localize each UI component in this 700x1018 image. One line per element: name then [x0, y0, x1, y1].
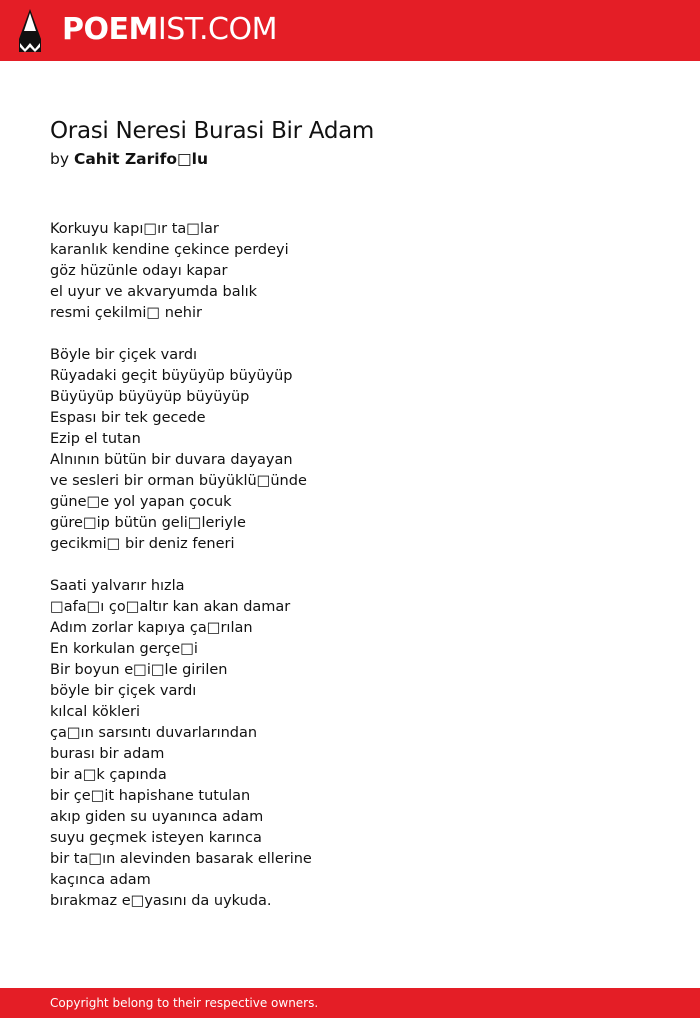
poem-stanza — [50, 219, 650, 324]
poem-line: göz hüzünle odayı kapar — [50, 263, 228, 279]
poem-line: Büyüyüp büyüyüp büyüyüp — [50, 389, 250, 405]
poem-line: bir a□k çapında — [50, 767, 167, 783]
copyright-text: Copyright belong to their respective owners. — [50, 996, 319, 1010]
poem-line: Rüyadaki geçit büyüyüp büyüyüp — [50, 368, 293, 384]
poem-line: Ezip el tutan — [50, 431, 141, 447]
logo-text-bold: POEM — [62, 12, 158, 47]
poem-stanza — [50, 345, 650, 555]
poem-line: En korkulan gerçe□i — [50, 641, 198, 657]
poem-line: bir ta□ın alevinden basarak ellerine — [50, 851, 312, 867]
poem-line: akıp giden su uyanınca adam — [50, 809, 264, 825]
poem-line: böyle bir çiçek vardı — [50, 683, 197, 699]
site-footer — [0, 988, 700, 1018]
poem-line: güre□ip bütün geli□leriyle — [50, 515, 246, 531]
poem-title: Orasi Neresi Burasi Bir Adam — [50, 118, 375, 144]
poem-body — [50, 219, 650, 933]
poem-line: karanlık kendine çekince perdeyi — [50, 242, 289, 258]
poem-line: Alnının bütün bir duvara dayayan — [50, 452, 293, 468]
poem-line: gecikmi□ bir deniz feneri — [50, 536, 235, 552]
poem-line: bırakmaz e□yasını da uykuda. — [50, 893, 272, 909]
poem-line: kaçınca adam — [50, 872, 151, 888]
byline — [50, 148, 208, 170]
site-logo[interactable] — [62, 12, 277, 48]
pencil-logo-icon[interactable] — [17, 9, 43, 52]
by-label: by — [50, 150, 70, 168]
poem-line: Adım zorlar kapıya ça□rılan — [50, 620, 253, 636]
poem-line: suyu geçmek isteyen karınca — [50, 830, 262, 846]
poem-line: Espası bir tek gecede — [50, 410, 206, 426]
logo-text-light: IST.COM — [157, 12, 277, 47]
poem-line: ça□ın sarsıntı duvarlarından — [50, 725, 258, 741]
poem-line: Böyle bir çiçek vardı — [50, 347, 198, 363]
poem-line: güne□e yol yapan çocuk — [50, 494, 232, 510]
poem-line: Saati yalvarır hızla — [50, 578, 185, 594]
poem-line: bir çe□it hapishane tutulan — [50, 788, 251, 804]
site-header — [0, 0, 700, 61]
poem-line: Korkuyu kapı□ır ta□lar — [50, 221, 219, 237]
poem-line: el uyur ve akvaryumda balık — [50, 284, 258, 300]
poem-line: □afa□ı ço□altır kan akan damar — [50, 599, 291, 615]
author-name: Cahit Zarifo□lu — [73, 150, 208, 168]
poem-line: resmi çekilmi□ nehir — [50, 305, 202, 321]
poem-line: burası bir adam — [50, 746, 165, 762]
poem-line: kılcal kökleri — [50, 704, 141, 720]
poem-stanza — [50, 576, 650, 912]
poem-line: ve sesleri bir orman büyüklü□ünde — [50, 473, 307, 489]
poem-line: Bir boyun e□i□le girilen — [50, 662, 228, 678]
